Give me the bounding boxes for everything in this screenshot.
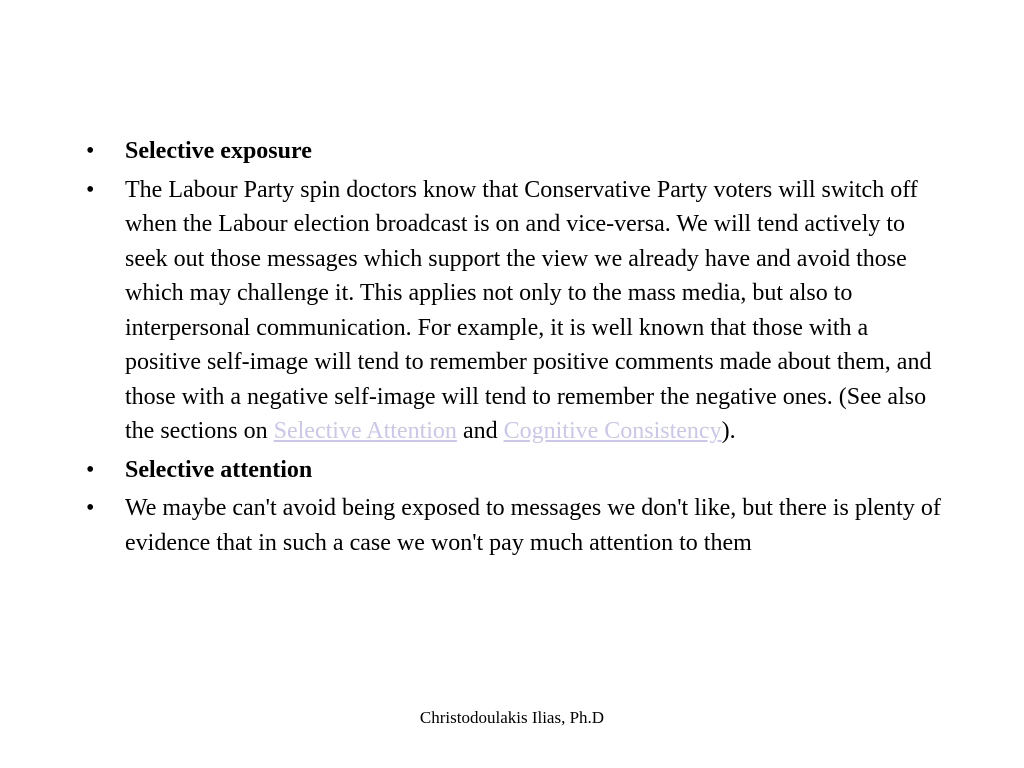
attention-description: We maybe can't avoid being exposed to messages we don't like, but there is plenty of evidence that in such a case we won't pay much attention to them (125, 495, 941, 556)
bullet-marker: • (86, 176, 95, 203)
bullet-item-selective-attention (86, 453, 946, 488)
slide-content (86, 134, 946, 564)
exposure-description (125, 173, 946, 449)
exposure-text-before: The Labour Party spin doctors know that Conservative Party voters will switch off when the Labour election broadcast is on and vice-versa. We will tend actively to seek out those messages which support the view we already have and avoid those which may challenge it. This applies not only to the mass media, but also to interpersonal communication. For example, it is well known that those with a positive self-image will tend to remember positive comments made about them, and those with a negative self-image will tend to remember the negative ones. (See also the sections on (125, 176, 932, 444)
bullet-marker: • (86, 456, 95, 483)
bullet-item-attention-description (86, 491, 946, 560)
heading-selective-attention: Selective attention (125, 456, 313, 483)
bullet-marker: • (86, 138, 95, 164)
heading-selective-exposure: Selective exposure (125, 138, 312, 164)
link-selective-attention[interactable]: Selective Attention (273, 418, 457, 444)
link-cognitive-consistency[interactable]: Cognitive Consistency (503, 418, 722, 444)
exposure-text-middle: and (456, 418, 504, 444)
bullet-marker: • (86, 495, 95, 521)
bullet-item-selective-exposure (86, 134, 946, 169)
exposure-text-after: ). (721, 418, 736, 444)
bullet-item-exposure-description (86, 173, 946, 449)
footer-author: Christodoulakis Ilias, Ph.D (419, 708, 605, 727)
